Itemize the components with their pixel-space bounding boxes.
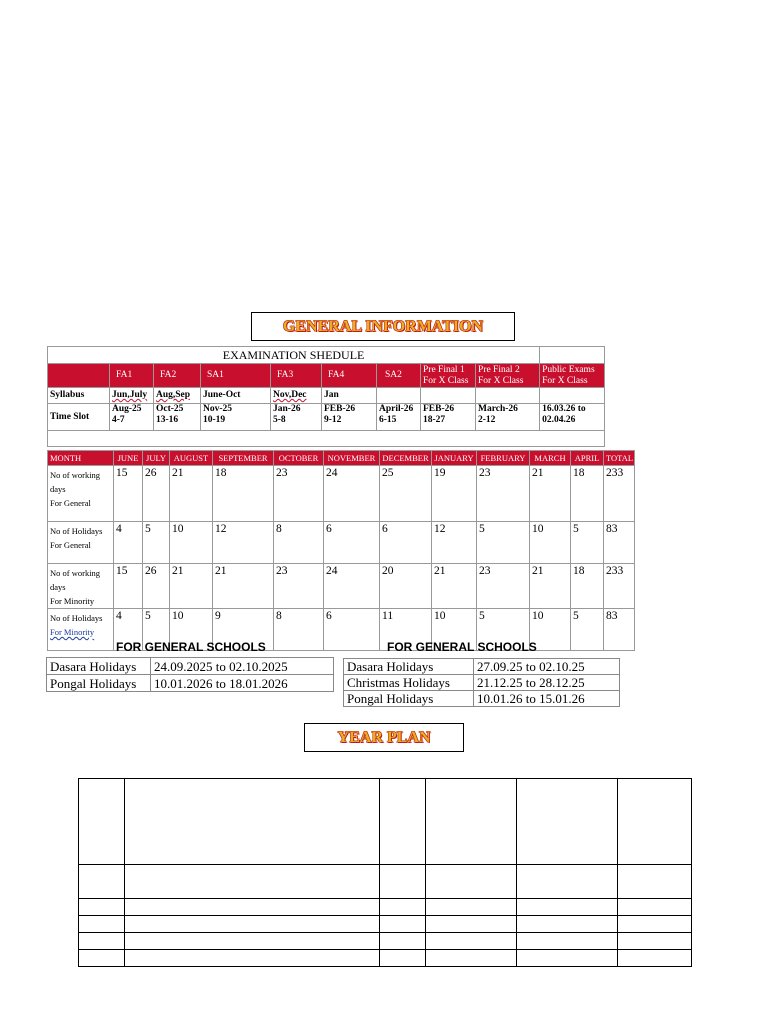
year-plan-cell [426, 916, 517, 933]
value-cell: 6 [324, 522, 380, 564]
month-header: NOVEMBER [324, 451, 380, 466]
year-plan-cell [618, 950, 692, 967]
timeslot-cell: Jan-26 5-8 [271, 404, 322, 431]
exam-blank-row [48, 431, 605, 447]
value-cell: 15 [114, 564, 143, 609]
value-cell: 10 [170, 609, 213, 651]
year-plan-cell [618, 933, 692, 950]
month-header: DECEMBER [380, 451, 432, 466]
year-plan-cell [426, 933, 517, 950]
year-plan-cell [125, 933, 380, 950]
holiday-row [47, 658, 334, 675]
timeslot-cell: Oct-25 13-16 [154, 404, 201, 431]
exam-header-cell: FA4 [322, 364, 377, 388]
timeslot-cell: Nov-25 10-19 [201, 404, 271, 431]
value-cell: 18 [571, 466, 604, 522]
exam-blank-cell [48, 431, 605, 447]
value-cell: 18 [213, 466, 274, 522]
year-plan-cell [517, 865, 618, 899]
value-cell: 83 [604, 609, 635, 651]
syllabus-cell [377, 388, 421, 404]
general-information-heading: GENERAL INFORMATION [251, 312, 515, 341]
month-header: SEPTEMBER [213, 451, 274, 466]
month-header: MARCH [530, 451, 571, 466]
value-cell: 5 [143, 609, 170, 651]
year-plan-cell [79, 865, 125, 899]
exam-header-cell: Pre Final 1 For X Class [421, 364, 476, 388]
year-plan-cell [125, 779, 380, 865]
timeslot-label: Time Slot [48, 404, 110, 431]
year-plan-row [79, 916, 692, 933]
working-days-minority-row [48, 564, 635, 609]
holiday-name: Christmas Holidays [344, 675, 474, 691]
holidays-right-table [343, 658, 620, 707]
value-cell: 5 [143, 522, 170, 564]
year-plan-cell [125, 916, 380, 933]
year-plan-cell [380, 950, 426, 967]
timeslot-cell: FEB-26 9-12 [322, 404, 377, 431]
year-plan-cell [125, 899, 380, 916]
value-cell: 18 [571, 564, 604, 609]
year-plan-cell [380, 899, 426, 916]
month-header: AUGUST [170, 451, 213, 466]
month-header: FEBRUARY [477, 451, 530, 466]
value-cell: 21 [530, 564, 571, 609]
year-plan-cell [618, 916, 692, 933]
value-cell: 11 [380, 609, 432, 651]
value-cell: 23 [477, 564, 530, 609]
year-plan-cell [517, 779, 618, 865]
timeslot-cell: 16.03.26 to 02.04.26 [540, 404, 605, 431]
value-cell: 5 [477, 522, 530, 564]
holiday-name: Pongal Holidays [47, 675, 151, 692]
value-cell: 233 [604, 466, 635, 522]
year-plan-cell [426, 865, 517, 899]
holiday-dates: 27.09.25 to 02.10.25 [474, 659, 620, 675]
exam-header-cell: Pre Final 2 For X Class [476, 364, 540, 388]
value-cell: 23 [477, 466, 530, 522]
value-cell: 15 [114, 466, 143, 522]
year-plan-row [79, 899, 692, 916]
working-days-general-row [48, 466, 635, 522]
timeslot-cell: March-26 2-12 [476, 404, 540, 431]
value-cell: 10 [530, 522, 571, 564]
month-header: JUNE [114, 451, 143, 466]
row-label: No of Holidays For Minority [48, 609, 114, 651]
year-plan-cell [426, 899, 517, 916]
value-cell: 21 [432, 564, 477, 609]
year-plan-table [78, 778, 692, 967]
value-cell: 8 [274, 522, 324, 564]
value-cell: 21 [530, 466, 571, 522]
holiday-name: Pongal Holidays [344, 691, 474, 707]
year-plan-cell [618, 865, 692, 899]
exam-header-cell: FA3 [271, 364, 322, 388]
syllabus-cell: Aug,Sep [154, 388, 201, 404]
year-plan-cell [618, 779, 692, 865]
holiday-dates: 21.12.25 to 28.12.25 [474, 675, 620, 691]
syllabus-cell: Jan [322, 388, 377, 404]
working-days-table [47, 450, 634, 651]
holiday-dates: 10.01.2026 to 18.01.2026 [151, 675, 334, 692]
value-cell: 24 [324, 466, 380, 522]
year-plan-row [79, 950, 692, 967]
holiday-dates: 10.01.26 to 15.01.26 [474, 691, 620, 707]
year-plan-row [79, 933, 692, 950]
value-cell: 10 [530, 609, 571, 651]
value-cell: 20 [380, 564, 432, 609]
value-cell: 12 [432, 522, 477, 564]
row-label: No of working days For General [48, 466, 114, 522]
value-cell: 19 [432, 466, 477, 522]
month-header: TOTAL [604, 451, 635, 466]
value-cell: 5 [571, 609, 604, 651]
syllabus-cell [540, 388, 605, 404]
value-cell: 23 [274, 564, 324, 609]
syllabus-row [48, 388, 605, 404]
year-plan-cell [426, 779, 517, 865]
year-plan-cell [79, 899, 125, 916]
value-cell: 233 [604, 564, 635, 609]
holidays-left-title: FOR GENERAL SCHOOLS [116, 640, 266, 654]
year-plan-header-row [79, 779, 692, 865]
syllabus-cell [476, 388, 540, 404]
year-plan-cell [380, 779, 426, 865]
value-cell: 6 [380, 522, 432, 564]
value-cell: 10 [170, 522, 213, 564]
exam-header-cell: Public Exams For X Class [540, 364, 605, 388]
holiday-row [344, 675, 620, 691]
value-cell: 8 [274, 609, 324, 651]
year-plan-cell [517, 950, 618, 967]
holidays-general-row [48, 522, 635, 564]
timeslot-cell: Aug-25 4-7 [110, 404, 154, 431]
value-cell: 23 [274, 466, 324, 522]
year-plan-cell [380, 916, 426, 933]
value-cell: 5 [477, 609, 530, 651]
holiday-name: Dasara Holidays [344, 659, 474, 675]
month-header: OCTOBER [274, 451, 324, 466]
syllabus-cell: Jun,July [110, 388, 154, 404]
exam-header-cell: FA1 [110, 364, 154, 388]
syllabus-cell: June-Oct [201, 388, 271, 404]
value-cell: 26 [143, 564, 170, 609]
value-cell: 9 [213, 609, 274, 651]
value-cell: 83 [604, 522, 635, 564]
year-plan-cell [79, 916, 125, 933]
holiday-row [47, 675, 334, 692]
year-plan-cell [125, 865, 380, 899]
year-plan-cell [517, 899, 618, 916]
month-header: JULY [143, 451, 170, 466]
year-plan-cell [79, 779, 125, 865]
year-plan-cell [517, 916, 618, 933]
value-cell: 12 [213, 522, 274, 564]
year-plan-row [79, 865, 692, 899]
exam-header-cell: FA2 [154, 364, 201, 388]
exam-title-blank [540, 347, 605, 364]
holiday-name: Dasara Holidays [47, 658, 151, 675]
value-cell: 10 [432, 609, 477, 651]
holiday-row [344, 691, 620, 707]
timeslot-row [48, 404, 605, 431]
value-cell: 21 [170, 466, 213, 522]
value-cell: 4 [114, 609, 143, 651]
value-cell: 21 [170, 564, 213, 609]
year-plan-cell [125, 950, 380, 967]
value-cell: 25 [380, 466, 432, 522]
row-label: No of working days For Minority [48, 564, 114, 609]
syllabus-label: Syllabus [48, 388, 110, 404]
value-cell: 21 [213, 564, 274, 609]
year-plan-cell [79, 950, 125, 967]
exam-header-row [48, 364, 605, 388]
timeslot-cell: FEB-26 18-27 [421, 404, 476, 431]
month-header: JANUARY [432, 451, 477, 466]
month-header: APRIL [571, 451, 604, 466]
exam-header-cell: SA2 [377, 364, 421, 388]
value-cell: 26 [143, 466, 170, 522]
month-header: MONTH [48, 451, 114, 466]
year-plan-cell [426, 950, 517, 967]
exam-schedule-title: EXAMINATION SHEDULE [48, 347, 540, 364]
year-plan-cell [517, 933, 618, 950]
holiday-row [344, 659, 620, 675]
syllabus-cell: Nov,Dec [271, 388, 322, 404]
year-plan-cell [380, 865, 426, 899]
holiday-dates: 24.09.2025 to 02.10.2025 [151, 658, 334, 675]
row-label: No of Holidays For General [48, 522, 114, 564]
timeslot-cell: April-26 6-15 [377, 404, 421, 431]
year-plan-cell [79, 933, 125, 950]
syllabus-cell [421, 388, 476, 404]
value-cell: 5 [571, 522, 604, 564]
value-cell: 24 [324, 564, 380, 609]
year-plan-cell [618, 899, 692, 916]
working-days-header-row [48, 451, 635, 466]
exam-header-blank [48, 364, 110, 388]
exam-header-cell: SA1 [201, 364, 271, 388]
year-plan-heading: YEAR PLAN [304, 723, 464, 752]
year-plan-cell [380, 933, 426, 950]
value-cell: 4 [114, 522, 143, 564]
value-cell: 6 [324, 609, 380, 651]
holidays-left-table [46, 657, 334, 692]
examination-schedule [47, 346, 604, 447]
holidays-right-title: FOR GENERAL SCHOOLS [387, 640, 537, 654]
